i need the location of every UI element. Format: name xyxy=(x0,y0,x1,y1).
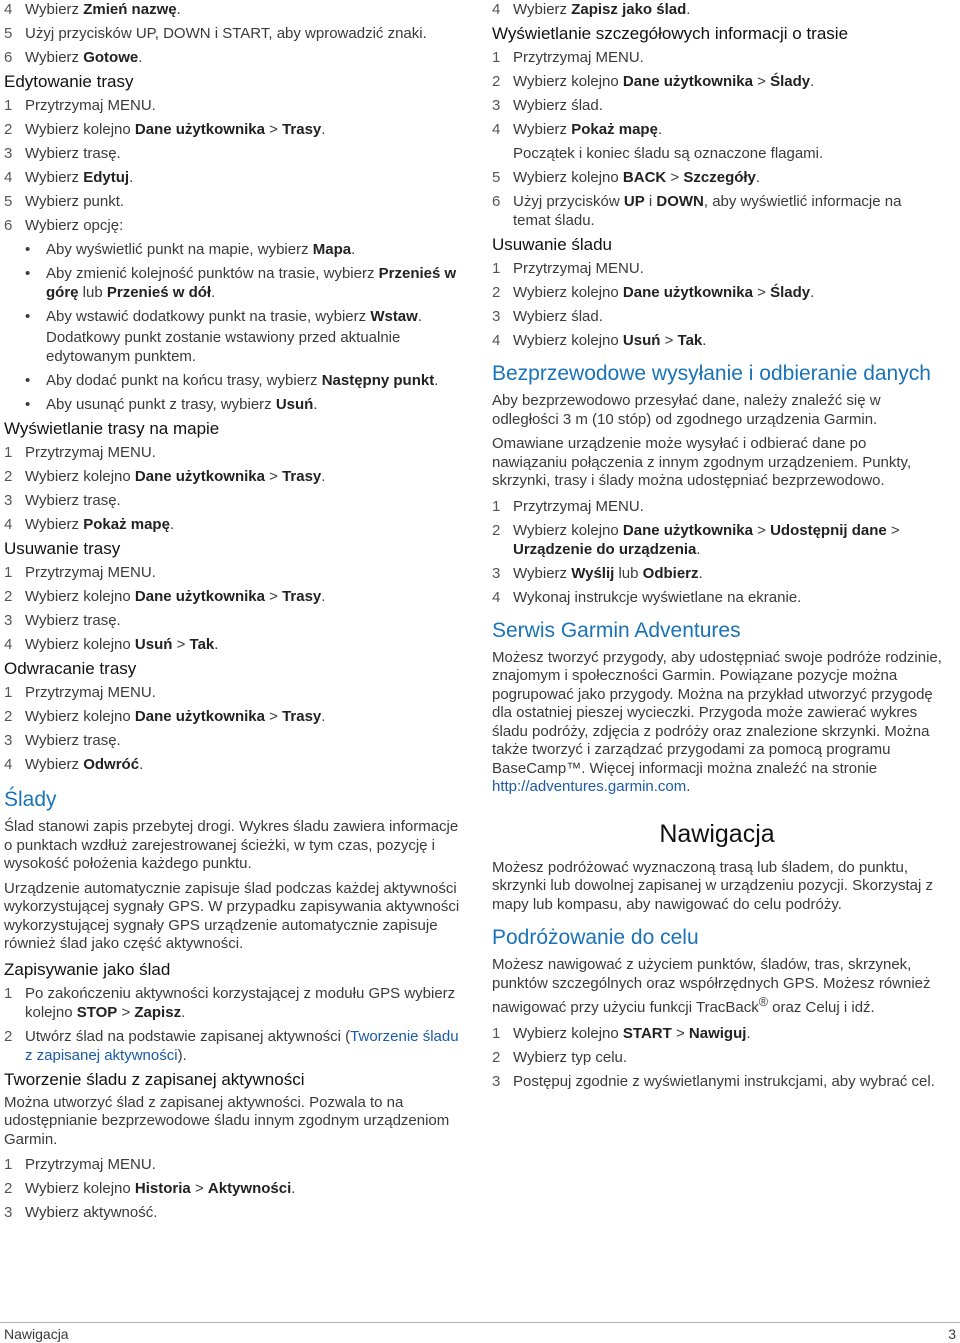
save-step-2: 2 Utwórz ślad na podstawie zapisanej aktywności (Tworzenie śladu z zapisanej aktywności). xyxy=(4,1027,459,1064)
save-track-heading: Zapisywanie jako ślad xyxy=(4,959,171,979)
det-step-1: 1 Przytrzymaj MENU. xyxy=(492,49,644,66)
rev-step-1: 1 Przytrzymaj MENU. xyxy=(4,684,156,701)
edit-route-heading: Edytowanie trasy xyxy=(4,72,134,91)
map-step-1: 1 Przytrzymaj MENU. xyxy=(4,444,156,461)
map-step-4: 4 Wybierz Pokaż mapę. xyxy=(4,516,175,533)
adventures-heading: Serwis Garmin Adventures xyxy=(492,618,741,642)
map-route-heading: Wyświetlanie trasy na mapie xyxy=(4,419,220,438)
edit-step-6: 6 Wybierz opcję: xyxy=(4,217,124,234)
tdel-step-4: 4 Wybierz kolejno Usuń > Tak. xyxy=(492,332,707,349)
del-step-2: 2 Wybierz kolejno Dane użytkownika > Trasy. xyxy=(4,588,326,605)
edit-step-5: 5 Wybierz punkt. xyxy=(4,193,125,210)
dest-step-3: 3 Postępuj zgodnie z wyświetlanymi instrukcjami, aby wybrać cel. xyxy=(492,1072,935,1090)
track-details-heading: Wyświetlanie szczegółowych informacji o trasie xyxy=(492,24,849,43)
edit-step-4: 4 Wybierz Edytuj. xyxy=(4,169,134,186)
reverse-route-heading: Odwracanie trasy xyxy=(4,659,137,678)
edit-step-3: 3 Wybierz trasę. xyxy=(4,145,121,162)
create-track-link[interactable]: Tworzenie śladu z zapisanej aktywności xyxy=(25,1027,459,1064)
destination-heading: Podróżowanie do celu xyxy=(492,926,699,949)
destination-para: Możesz nawigować z użyciem punktów, śladów, tras, skrzynek, punktów szczególnych oraz współrzędnych GPS. Możesz również nawigować przy użyciu funkcji TracBack® oraz Celuj i idź. xyxy=(492,956,931,1016)
rev-step-2: 2 Wybierz kolejno Dane użytkownika > Trasy. xyxy=(4,708,326,725)
dest-step-2: 2 Wybierz typ celu. xyxy=(492,1048,628,1066)
det-step-4: 4 Wybierz Pokaż mapę. xyxy=(492,121,663,138)
left-column xyxy=(4,0,464,1227)
map-step-3: 3 Wybierz trasę. xyxy=(4,492,121,509)
edit-option-next: • Aby dodać punkt na końcu trasy, wybierz Następny punkt. xyxy=(25,372,439,389)
right-column xyxy=(492,0,942,1096)
del-step-3: 3 Wybierz trasę. xyxy=(4,612,121,629)
wl-step-3: 3 Wybierz Wyślij lub Odbierz. xyxy=(492,564,703,582)
rev-step-4: 4 Wybierz Odwróć. xyxy=(4,756,144,773)
wl-step-4: 4 Wykonaj instrukcje wyświetlane na ekranie. xyxy=(492,588,802,606)
edit-option-map: • Aby wyświetlić punkt na mapie, wybierz Mapa. xyxy=(25,241,356,258)
del-step-1: 1 Przytrzymaj MENU. xyxy=(4,564,156,581)
del-step-4: 4 Wybierz kolejno Usuń > Tak. xyxy=(4,636,219,653)
edit-option-insert-note: Dodatkowy punkt zostanie wstawiony przed aktualnie edytowanym punktem. xyxy=(46,329,401,365)
tdel-step-1: 1 Przytrzymaj MENU. xyxy=(492,260,644,277)
footer-section-name: Nawigacja xyxy=(4,1326,69,1342)
save-step-1: 1 Po zakończeniu aktywności korzystającej z modułu GPS wybierz kolejno STOP > Zapisz. xyxy=(4,984,456,1021)
edit-option-insert: • Aby wstawić dodatkowy punkt na trasie, wybierz Wstaw. xyxy=(25,308,422,325)
create-track-heading: Tworzenie śladu z zapisanej aktywności xyxy=(4,1069,305,1089)
edit-step-1: 1 Przytrzymaj MENU. xyxy=(4,97,156,114)
tdel-step-3: 3 Wybierz ślad. xyxy=(492,308,603,325)
adventures-para: Możesz tworzyć przygody, aby udostępniać swoje podróże rodzinie, znajomym i społeczności Garmin. Powiązane pozycje można pogrupować jako przygody. Można na przykład utworzyć przygodę dla ostatniej pieszej wycieczki. Przygoda może zawierać wykres śladu podróży, zdjęcia z podróży oraz znalezione skrzynki. Można także tworzyć i zarządzać przygodami za pomocą programu BaseCamp™. Więcej informacji można znaleźć na stronie http://adventures.garmin.com. xyxy=(492,648,942,795)
edit-option-move: • Aby zmienić kolejność punktów na trasie, wybierz Przenieś w górę lub Przenieś w dół. xyxy=(25,265,457,301)
edit-option-delete: • Aby usunąć punkt z trasy, wybierz Usuń. xyxy=(25,396,318,413)
navigation-heading: Nawigacja xyxy=(659,819,775,848)
det-step-4-note: Początek i koniec śladu są oznaczone flagami. xyxy=(513,145,824,162)
save-step-4: 4 Wybierz Zapisz jako ślad. xyxy=(492,1,691,18)
det-step-3: 3 Wybierz ślad. xyxy=(492,97,603,114)
wl-step-1: 1 Przytrzymaj MENU. xyxy=(492,497,644,515)
delete-route-heading: Usuwanie trasy xyxy=(4,539,121,558)
map-step-2: 2 Wybierz kolejno Dane użytkownika > Trasy. xyxy=(4,468,326,485)
tracks-para-1: Ślad stanowi zapis przebytej drogi. Wykres śladu zawiera informacje o punktach wzdłuż zarejestrowanej ścieżki, w tym czas, pozycję i wysokość położenia każdego punktu. xyxy=(4,818,459,872)
create-step-1: 1 Przytrzymaj MENU. xyxy=(4,1156,156,1173)
wireless-heading: Bezprzewodowe wysyłanie i odbieranie danych xyxy=(492,362,931,385)
rename-step-6: 6 Wybierz Gotowe. xyxy=(4,49,143,66)
create-step-3: 3 Wybierz aktywność. xyxy=(4,1204,158,1221)
dest-step-1: 1 Wybierz kolejno START > Nawiguj. xyxy=(492,1024,751,1042)
footer-page-number: 3 xyxy=(948,1326,956,1342)
create-step-2: 2 Wybierz kolejno Historia > Aktywności. xyxy=(4,1180,296,1197)
wireless-para-2: Omawiane urządzenie może wysyłać i odbierać dane po nawiązaniu połączenia z innym zgodnym urządzeniem. Punkty, skrzynki, trasy i ślady można udostępniać bezprzewodowo. xyxy=(492,435,912,489)
det-step-5: 5 Wybierz kolejno BACK > Szczegóły. xyxy=(492,169,761,186)
tracks-para-2: Urządzenie automatycznie zapisuje ślad podczas każdej aktywności wykorzystującej sygnały GPS. W przypadku zapisywania aktywności wykorzystującej sygnały GPS urządzenie automatycznie zapisuje również ślad jako część aktywności. xyxy=(4,879,460,952)
create-track-para: Można utworzyć ślad z zapisanej aktywności. Pozwala to na udostępnianie bezprzewodowe śladu innym zgodnym urządzeniom Garmin. xyxy=(4,1093,450,1148)
tracks-heading: Ślady xyxy=(4,788,57,811)
navigation-para: Możesz podróżować wyznaczoną trasą lub śladem, do punktu, skrzynki lub dowolnej zapisanej w urządzeniu pozycji. Skorzystaj z mapy lub kompasu, aby nawigować do celu podróży. xyxy=(492,858,934,913)
wireless-para-1: Aby bezprzewodowo przesyłać dane, należy znaleźć się w odległości 3 m (10 stóp) od zgodnego urządzenia Garmin. xyxy=(492,392,881,428)
edit-step-2: 2 Wybierz kolejno Dane użytkownika > Trasy. xyxy=(4,121,326,138)
det-step-2: 2 Wybierz kolejno Dane użytkownika > Ślady. xyxy=(492,73,815,90)
wl-step-2: 2 Wybierz kolejno Dane użytkownika > Udostępnij dane > Urządzenie do urządzenia. xyxy=(492,521,900,558)
delete-track-heading: Usuwanie śladu xyxy=(492,235,613,254)
det-step-6: 6 Użyj przycisków UP i DOWN, aby wyświetlić informacje na temat śladu. xyxy=(492,193,902,229)
rev-step-3: 3 Wybierz trasę. xyxy=(4,732,121,749)
rename-step-4: 4 Wybierz Zmień nazwę. xyxy=(4,1,181,18)
adventures-link[interactable]: http://adventures.garmin.com xyxy=(492,778,687,795)
footer-divider xyxy=(0,1322,960,1323)
rename-step-5: 5 Użyj przycisków UP, DOWN i START, aby wprowadzić znaki. xyxy=(4,25,427,42)
tdel-step-2: 2 Wybierz kolejno Dane użytkownika > Ślady. xyxy=(492,284,815,301)
